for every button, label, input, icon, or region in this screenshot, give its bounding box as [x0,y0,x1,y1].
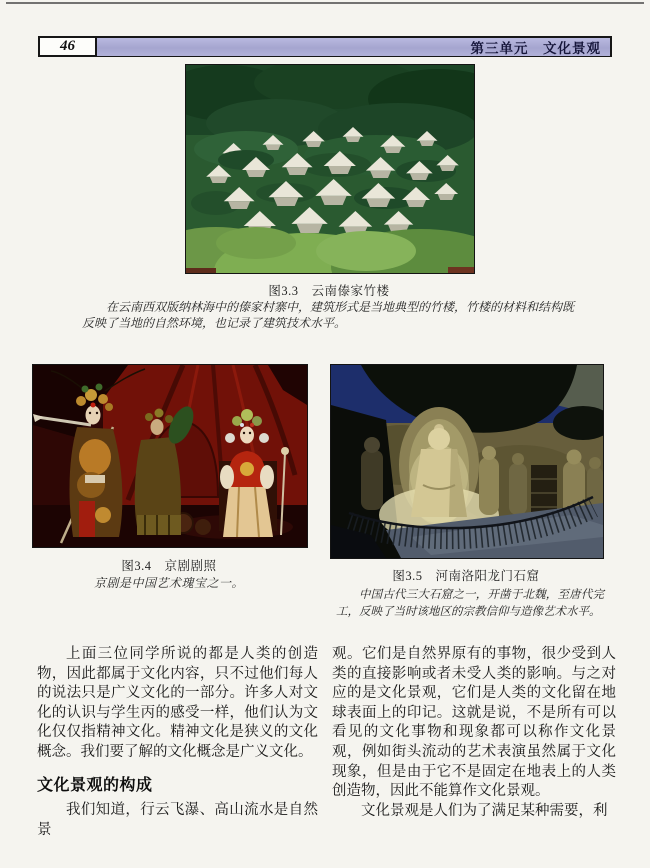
page-number: 46 [38,36,96,57]
right-column [332,645,616,821]
page-top-rule [6,2,644,4]
figure2-subcaption: 京剧是中国艺术瑰宝之一。 [93,576,244,590]
figure1-description: 在云南西双版纳林海中的傣家村寨中，建筑形式是当地典型的竹楼，竹楼的材料和结构既反映了当地的自然环境，也记录了建筑技术水平。 [82,300,575,330]
right-paragraph-2: 文化景观是人们为了满足某种需要，利 [361,802,608,819]
left-paragraph-2: 我们知道，行云飞瀑、高山流水是自然景 [37,802,318,838]
unit-title: 第三单元 文化景观 [470,41,601,56]
figure3-description: 中国古代三大石窟之一，开凿于北魏，至唐代完工，反映了当时该地区的宗教信仰与造像艺术水平。 [336,589,604,618]
right-paragraph-1: 观。它们是自然界原有的事物，很少受到人类的直接影响或者未受人类的影响。与之对应的是文化景观，它们是人类的文化留在地球表面上的印记。这就是说，不是所有可以看见的文化事物和现象都可以称作文化景观，例如街头流动的艺术表演虽然属于文化现象，但是由于它不是固定在地表上的人类创造物，因此不能算作文化景观。 [332,646,616,800]
figure1-caption: 图3.3 云南傣家竹楼 [268,284,390,298]
photo-longmen-grottoes [330,364,604,559]
left-paragraph-1: 上面三位同学所说的都是人类的创造物，因此都属于文化内容，只不过他们每人的说法只是广义文化的一部分。许多人对文化的认识与学生丙的感受一样，他们认为文化仅仅指精神文化。精神文化是狭义的文化概念。我们要了解的文化概念是广义文化。 [37,646,318,760]
left-column [37,645,318,840]
figure2-caption: 图3.4 京剧剧照 [121,559,217,573]
photo-bamboo-village [185,64,475,274]
page-header [38,36,612,57]
photo-beijing-opera [32,364,308,548]
figure3-caption: 图3.5 河南洛阳龙门石窟 [392,569,540,583]
unit-title-bar [96,36,612,57]
section-heading: 文化景观的构成 [37,776,153,794]
